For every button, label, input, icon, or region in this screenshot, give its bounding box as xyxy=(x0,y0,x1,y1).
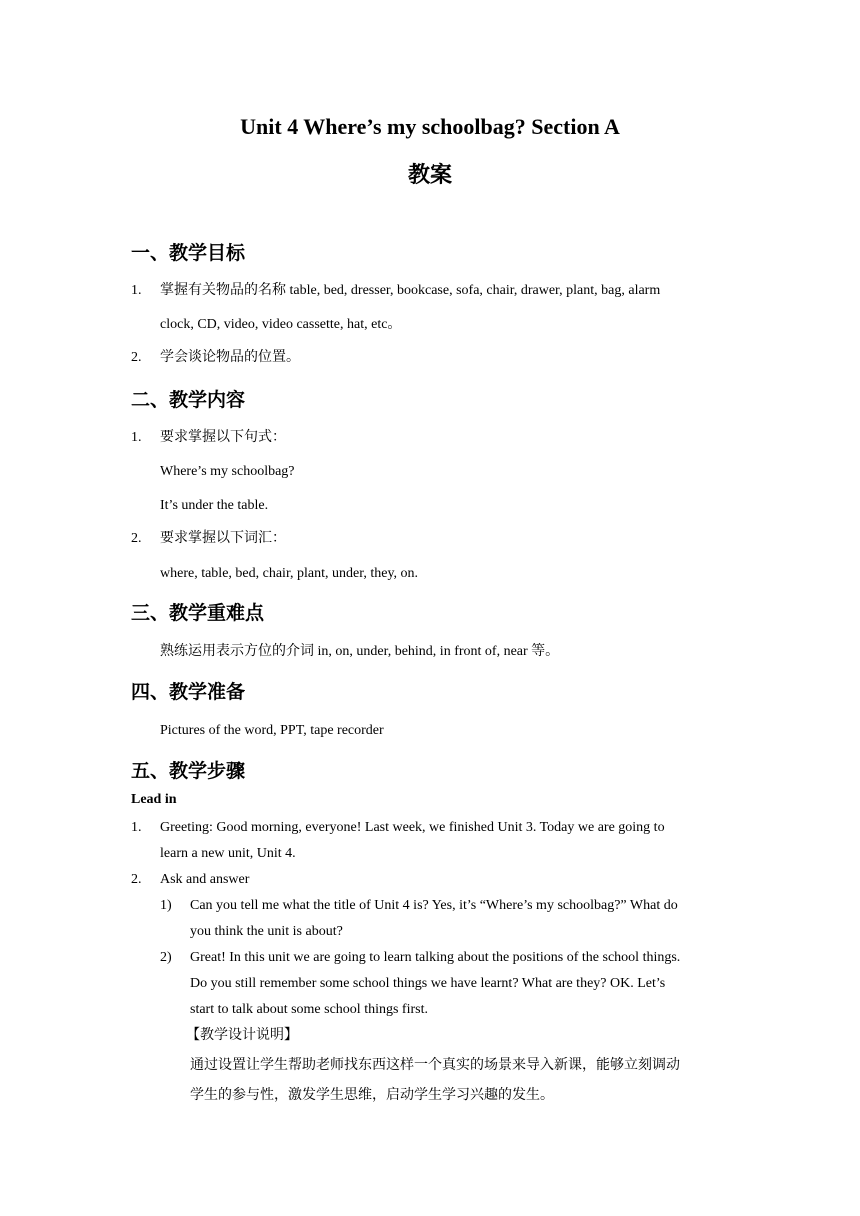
sublist-number: 2) xyxy=(160,950,172,965)
example-sentence: It’s under the table. xyxy=(160,498,269,513)
design-note-text: 学生的参与性，激发学生思维，启动学生学习兴趣的发生。 xyxy=(190,1088,554,1103)
list-item-text: learn a new unit, Unit 4. xyxy=(160,846,296,861)
list-number: 1. xyxy=(131,820,142,835)
list-number: 2. xyxy=(131,872,142,887)
sublist-item-text: Do you still remember some school things we have learnt? What are they? OK. Let’s xyxy=(190,976,666,991)
list-item-text: 要求掌握以下句式： xyxy=(160,430,286,445)
example-sentence: Where’s my schoolbag? xyxy=(160,464,295,479)
document-subtitle: 教案 xyxy=(407,162,452,187)
design-note-title: 【教学设计说明】 xyxy=(186,1028,298,1043)
list-item-text: Greeting: Good morning, everyone! Last week, we finished Unit 3. Today we are going to xyxy=(160,820,665,835)
section-heading-steps: 五、教学步骤 xyxy=(131,760,246,782)
list-item-text: clock, CD, video, video cassette, hat, etc。 xyxy=(160,317,402,332)
design-note-text: 通过设置让学生帮助老师找东西这样一个真实的场景来导入新课，能够立刻调动 xyxy=(190,1058,680,1073)
list-item-text: 要求掌握以下词汇： xyxy=(160,531,286,546)
sublist-item-text: you think the unit is about? xyxy=(190,924,343,939)
section-text: 熟练运用表示方位的介词 in, on, under, behind, in front of, near 等。 xyxy=(160,644,560,659)
list-number: 1. xyxy=(131,430,142,445)
document-title: Unit 4 Where’s my schoolbag? Section A xyxy=(240,114,620,139)
sublist-number: 1) xyxy=(160,898,172,913)
sublist-item-text: start to talk about some school things first. xyxy=(190,1002,428,1017)
vocabulary-list: where, table, bed, chair, plant, under, they, on. xyxy=(160,566,419,581)
list-number: 1. xyxy=(131,283,142,298)
section-heading-objectives: 一、教学目标 xyxy=(131,242,246,264)
list-number: 2. xyxy=(131,531,142,546)
section-heading-preparation: 四、教学准备 xyxy=(131,681,246,703)
sublist-item-text: Can you tell me what the title of Unit 4 is? Yes, it’s “Where’s my schoolbag?” What do xyxy=(190,898,678,913)
section-text: Pictures of the word, PPT, tape recorder xyxy=(160,723,384,738)
list-number: 2. xyxy=(131,350,142,365)
lead-in-label: Lead in xyxy=(131,792,177,807)
section-heading-key-points: 三、教学重难点 xyxy=(131,602,265,624)
sublist-item-text: Great! In this unit we are going to learn talking about the positions of the school things. xyxy=(190,950,681,965)
list-item-text: 学会谈论物品的位置。 xyxy=(160,350,300,365)
list-item-text: Ask and answer xyxy=(160,872,250,887)
list-item-text: 掌握有关物品的名称 table, bed, dresser, bookcase, sofa, chair, drawer, plant, bag, alarm xyxy=(160,283,661,298)
section-heading-content: 二、教学内容 xyxy=(131,389,246,411)
